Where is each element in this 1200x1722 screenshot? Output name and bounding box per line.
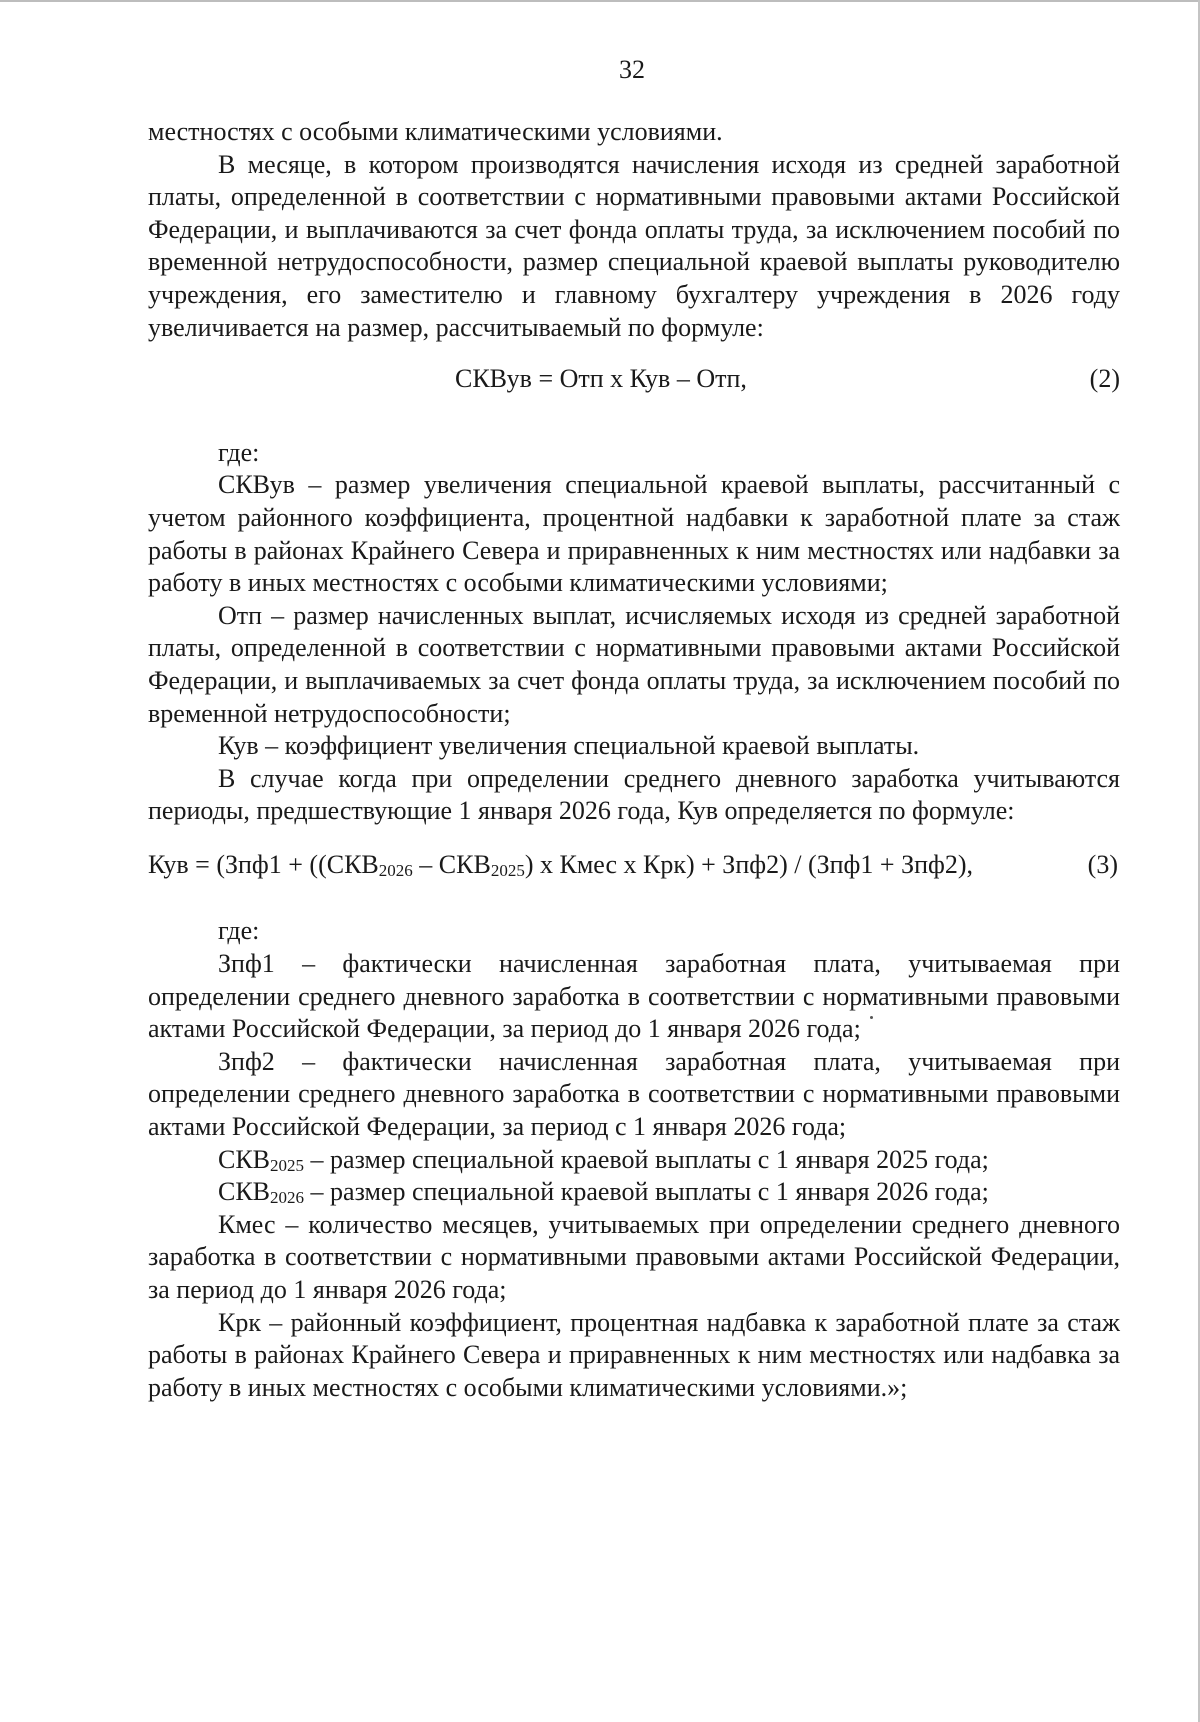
- scan-speck: [870, 1016, 873, 1019]
- definition-krk: Крк – районный коэффициент, процентная надбавка к заработной плате за стаж работы в районах Крайнего Севера и приравненных к ним местностях или надбавка за работу в иных местностях с особыми климатическими условиями.»;: [148, 1307, 1120, 1402]
- paragraph-calculation-rule: В месяце, в котором производятся начисления исходя из средней заработной платы, определенной в соответствии с нормативными правовыми актами Российской Федерации, и выплачиваются за счет фонда оплаты труда, за исключением пособий по временной нетрудоспособности, размер специальной краевой выплаты руководителю учреждения, его заместителю и главному бухгалтеру учреждения в 2026 году увеличивается на размер, рассчитываемый по формуле:: [148, 149, 1120, 342]
- formula-3-part-1: Кув = (Зпф1 + ((СКВ: [148, 849, 379, 879]
- formula-3-subscript-2025: 2025: [490, 860, 525, 880]
- document-body: [148, 116, 1120, 1404]
- definition-zpf2: Зпф2 – фактически начисленная заработная плата, учитываемая при определении среднего дневного заработка в соответствии с нормативными правовыми актами Российской Федерации, за период с 1 января 2026 года;: [148, 1046, 1120, 1142]
- where-label-1: где:: [218, 437, 260, 467]
- scan-top-edge: [0, 0, 1200, 2]
- definition-otp: Отп – размер начисленных выплат, исчисляемых исходя из средней заработной платы, определенной в соответствии с нормативными правовыми актами Российской Федерации, и выплачиваемых за счет фонда оплаты труда, за исключением пособий по временной нетрудоспособности;: [148, 600, 1120, 728]
- formula-3-number: (3): [1087, 849, 1118, 879]
- formula-3-part-2: – СКВ: [412, 849, 491, 879]
- formula-3: [148, 849, 1120, 882]
- skv2025-text: – размер специальной краевой выплаты с 1 января 2025 года;: [304, 1144, 989, 1174]
- page-number: 32: [619, 55, 645, 84]
- where-label-2: где:: [218, 916, 260, 946]
- formula-3-part-3: ) х Кмес х Крк) + Зпф2) / (Зпф1 + Зпф2),: [524, 849, 974, 879]
- formula-3-expression: [148, 849, 973, 882]
- skv2026-subscript: 2026: [270, 1188, 305, 1208]
- skv2025-subscript: 2025: [270, 1155, 305, 1175]
- paragraph-continuation: местностях с особыми климатическими условиями.: [148, 117, 723, 146]
- definition-skv2026: [148, 1176, 1120, 1209]
- definition-zpf1: Зпф1 – фактически начисленная заработная плата, учитываемая при определении среднего дневного заработка в соответствии с нормативными правовыми актами Российской Федерации, за период до 1 января 2026 года;: [148, 949, 1120, 1044]
- skv2025-term: СКВ: [218, 1144, 271, 1174]
- definition-skv2025: [148, 1144, 1120, 1177]
- formula-2-number: (2): [1089, 364, 1120, 394]
- skv2026-term: СКВ: [218, 1177, 271, 1207]
- definition-skvuv: СКВув – размер увеличения специальной краевой выплаты, рассчитанный с учетом районного коэффициента, процентной надбавки к заработной плате за стаж работы в районах Крайнего Севера и приравненных к ним местностях или надбавки за работу в иных местностях с особыми климатическими условиями;: [148, 470, 1120, 598]
- definition-kuv: Кув – коэффициент увеличения специальной краевой выплаты.: [218, 731, 920, 761]
- formula-3-subscript-2026: 2026: [378, 860, 413, 880]
- formula-2: [148, 363, 1120, 396]
- skv2026-text: – размер специальной краевой выплаты с 1 января 2026 года;: [304, 1177, 989, 1207]
- formula-2-expression: СКВув = Отп х Кув – Отп,: [455, 364, 747, 394]
- definition-kmes: Кмес – количество месяцев, учитываемых при определении среднего дневного заработка в соответствии с нормативными правовыми актами Российской Федерации, за период до 1 января 2026 года;: [148, 1209, 1120, 1304]
- paragraph-kuv-case: В случае когда при определении среднего дневного заработка учитываются периоды, предшествующие 1 января 2026 года, Кув определяется по формуле:: [148, 763, 1120, 826]
